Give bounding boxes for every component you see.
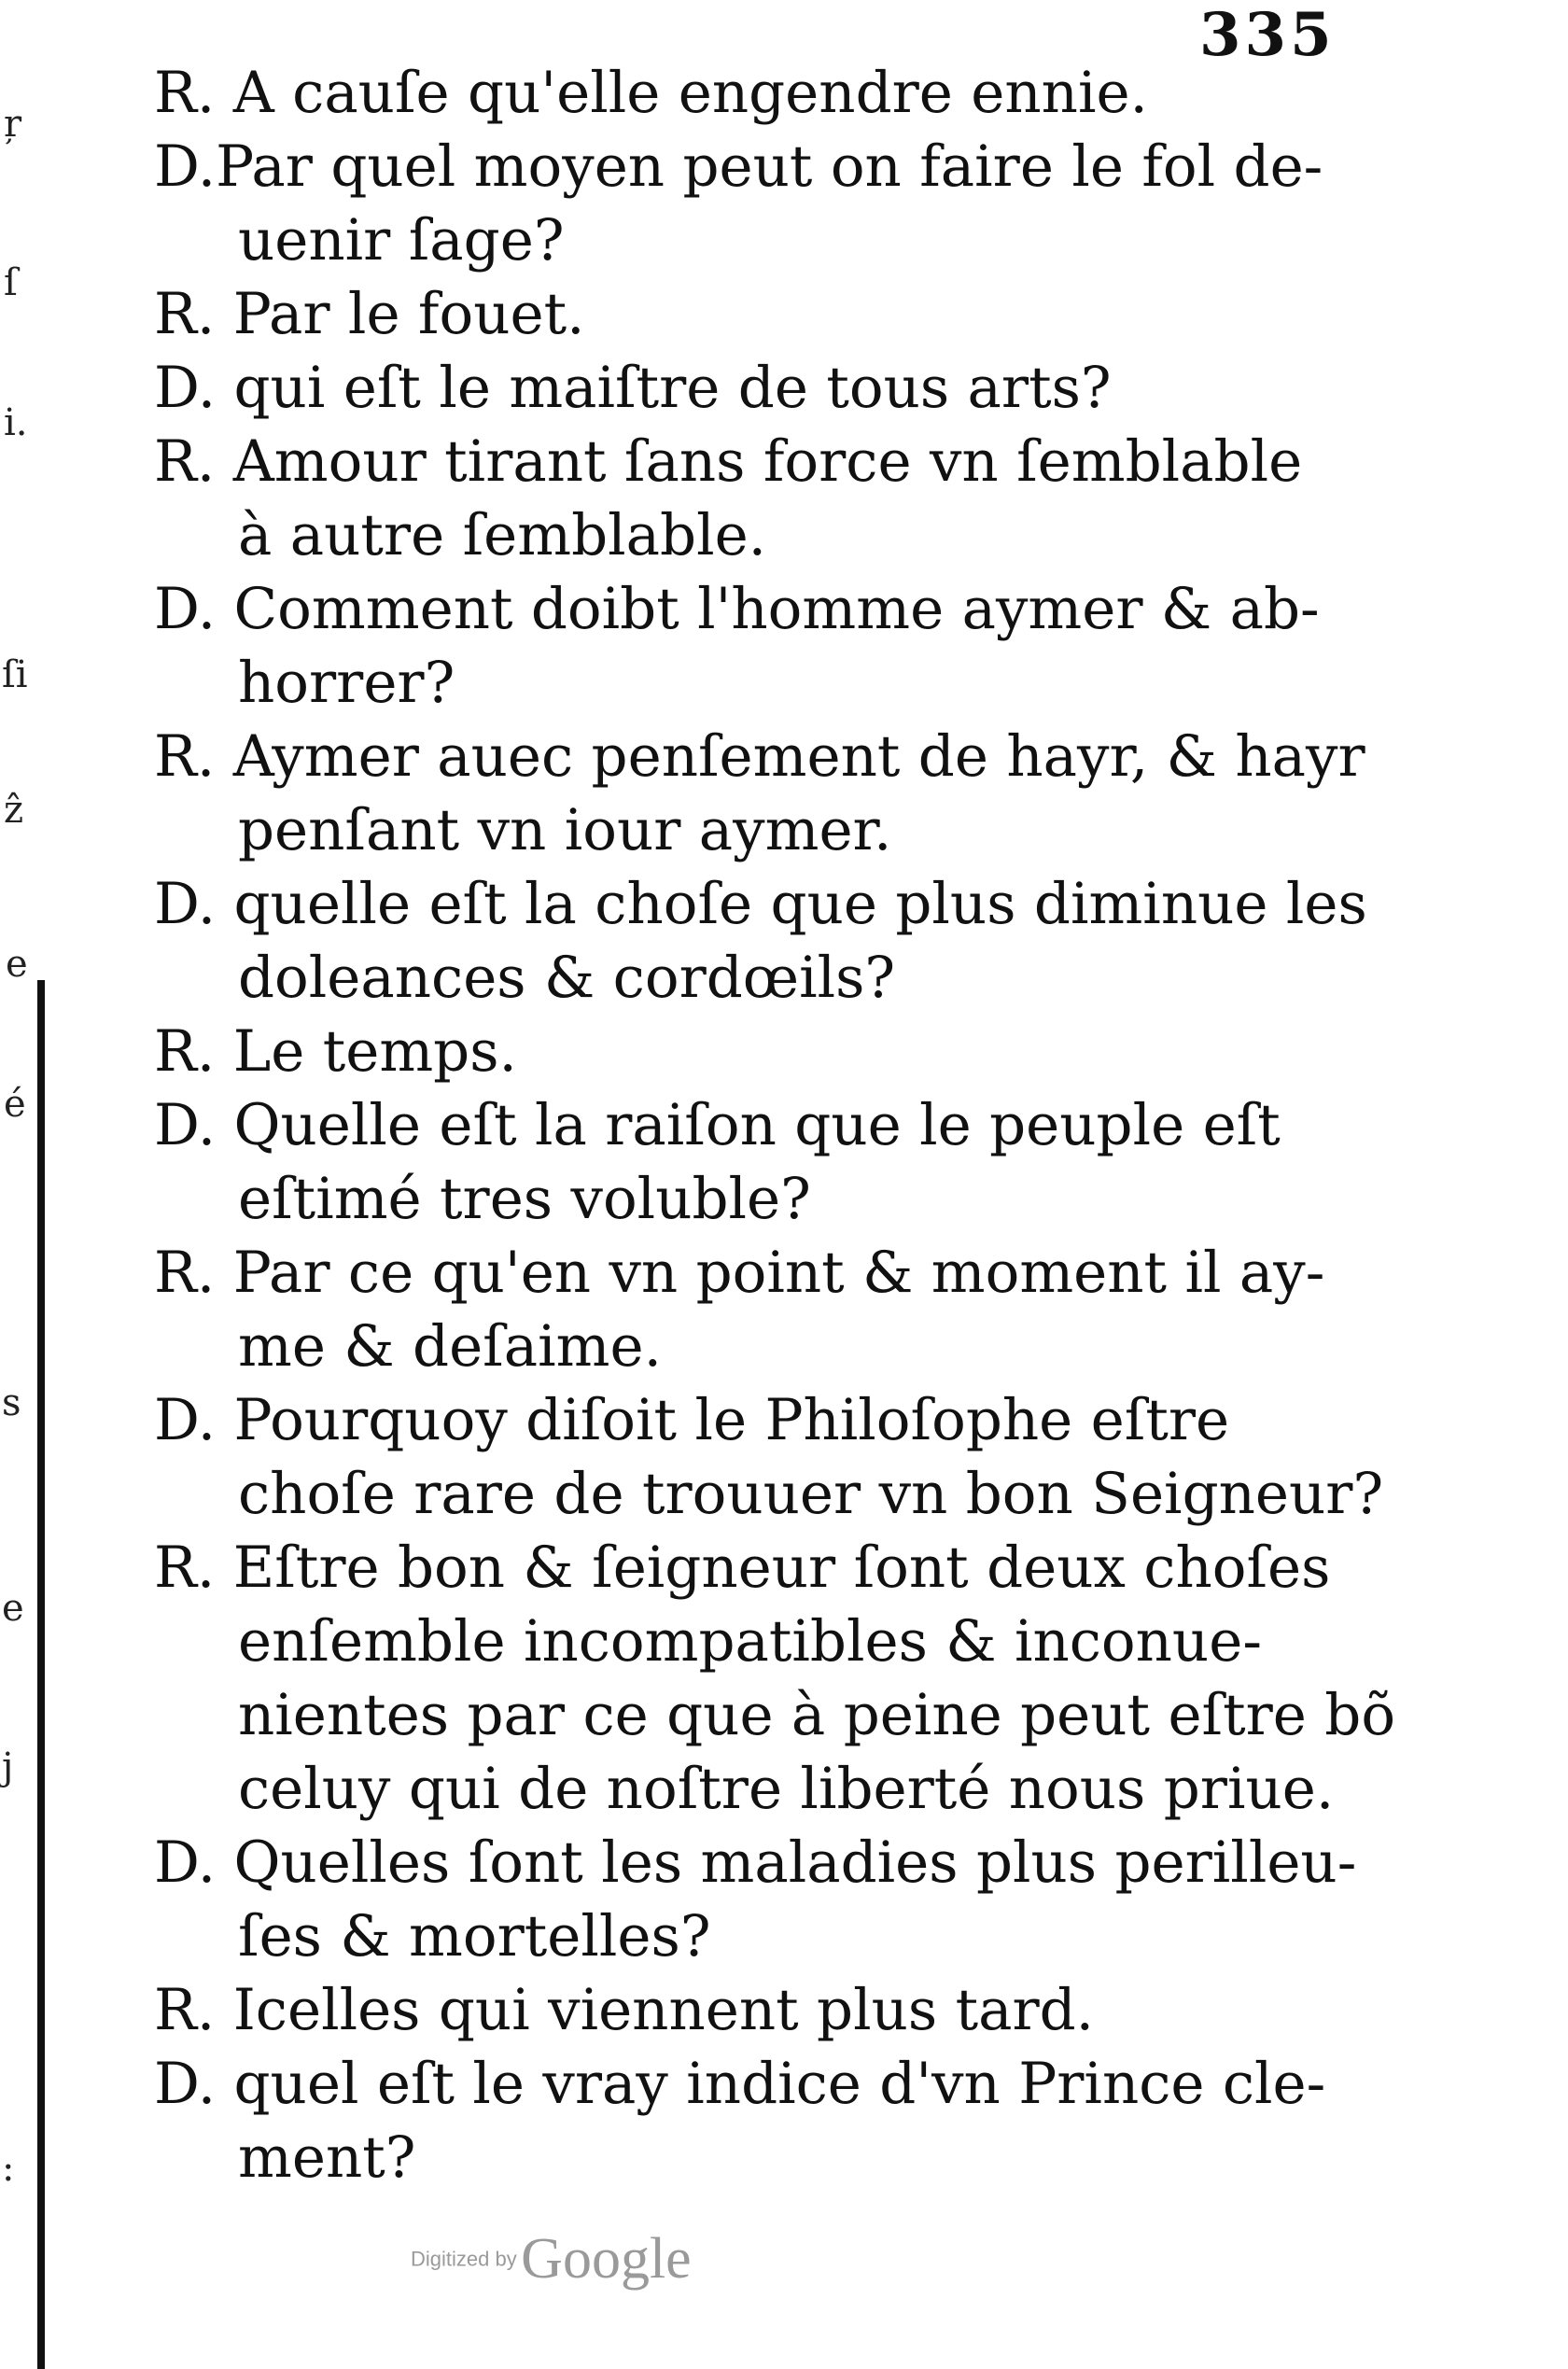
margin-fragment: é bbox=[4, 1083, 26, 1126]
margin-fragment: i. bbox=[4, 401, 28, 444]
margin-fragment: ẑ bbox=[4, 789, 24, 832]
text-line: D. Quelle eſt la raiſon que le peuple eſt bbox=[154, 1092, 1281, 1158]
text-line: D. Comment doibt l'homme aymer & ab- bbox=[154, 576, 1320, 642]
text-line: D. qui eſt le maiſtre de tous arts? bbox=[154, 355, 1112, 421]
text-line: R. Par le fouet. bbox=[154, 281, 585, 347]
google-logo: Google bbox=[521, 2227, 692, 2291]
text-line: ment? bbox=[238, 2124, 416, 2191]
text-line: D. quelle eſt la choſe que plus diminue les bbox=[154, 871, 1367, 937]
text-line: D. quel eſt le vray indice d'vn Prince cle- bbox=[154, 2051, 1326, 2117]
text-line: penſant vn iour aymer. bbox=[238, 797, 892, 863]
text-line: doleances & cordœils? bbox=[238, 945, 896, 1011]
text-line: D. Pourquoy diſoit le Philoſophe eſtre bbox=[154, 1387, 1230, 1453]
digitization-watermark bbox=[411, 2226, 692, 2292]
text-line: R. Eſtre bon & ſeigneur ſont deux choſes bbox=[154, 1535, 1331, 1601]
text-line: enſemble incompatibles & inconue- bbox=[238, 1608, 1262, 1675]
text-line: eſtimé tres voluble? bbox=[238, 1166, 811, 1232]
margin-fragment: ſ bbox=[4, 261, 18, 304]
text-line: nientes par ce que à peine peut eſtre bõ bbox=[238, 1682, 1396, 1748]
text-line: me & deſaime. bbox=[238, 1313, 662, 1380]
margin-fragment: ſi bbox=[2, 653, 28, 696]
margin-fragment: e bbox=[2, 1587, 24, 1630]
text-line: ſes & mortelles? bbox=[238, 1903, 711, 1969]
text-line: R. Icelles qui viennent plus tard. bbox=[154, 1977, 1095, 2043]
text-line: R. A cauſe qu'elle engendre ennie. bbox=[154, 60, 1148, 126]
text-line: R. Le temps. bbox=[154, 1018, 517, 1085]
body-text bbox=[154, 56, 1396, 2194]
text-line: R. Aymer auec penſement de hayr, & hayr bbox=[154, 723, 1365, 790]
text-line: R. Amour tirant ſans force vn ſemblable bbox=[154, 428, 1303, 495]
binding-edge-rule bbox=[37, 980, 45, 2369]
margin-fragment: s bbox=[2, 1381, 21, 1424]
text-line: horrer? bbox=[238, 650, 455, 716]
page-number: 335 bbox=[1199, 0, 1336, 70]
text-line: D. Quelles ſont les maladies plus perilleu- bbox=[154, 1829, 1357, 1896]
margin-fragment: e bbox=[6, 943, 28, 986]
digitized-by-label: Digitized by bbox=[411, 2247, 517, 2271]
text-line: choſe rare de trouuer vn bon Seigneur? bbox=[238, 1461, 1384, 1527]
text-line: à autre ſemblable. bbox=[238, 502, 767, 568]
text-line: celuy qui de noſtre liberté nous priue. bbox=[238, 1756, 1335, 1822]
text-line: uenir ſage? bbox=[238, 207, 565, 273]
margin-fragment: j bbox=[2, 1745, 14, 1788]
margin-fragment: : bbox=[2, 2147, 15, 2190]
text-line: R. Par ce qu'en vn point & moment il ay- bbox=[154, 1240, 1325, 1306]
margin-fragment: ŗ bbox=[4, 103, 22, 146]
text-line: D.Par quel moyen peut on faire le fol de- bbox=[154, 133, 1323, 200]
